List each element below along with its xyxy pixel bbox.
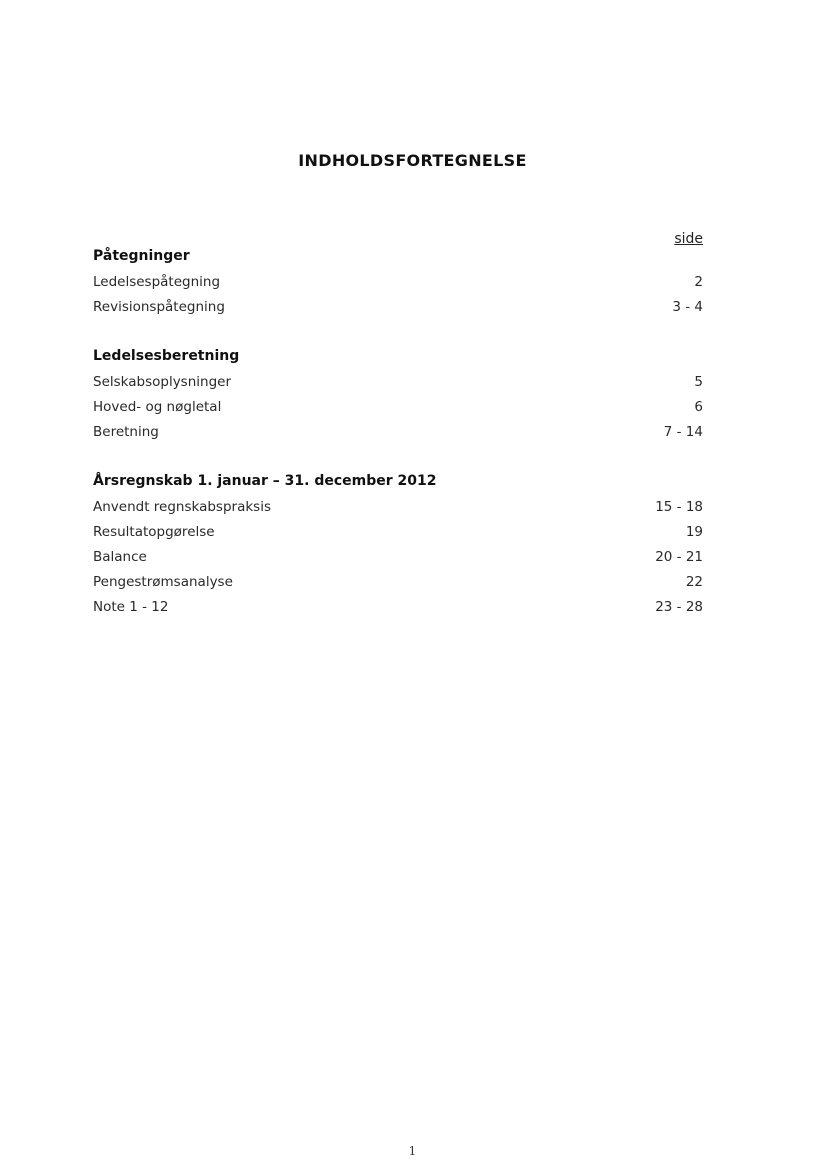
toc-entry-label: Note 1 - 12 [93,599,169,615]
toc-entry[interactable] [93,395,703,420]
section-heading: Ledelsesberetning [93,348,240,364]
toc-entry-label: Balance [93,549,147,565]
toc-entry[interactable] [93,545,703,570]
toc-entry-page: 7 - 14 [663,424,703,440]
toc-entry[interactable] [93,420,703,445]
toc-entry[interactable] [93,270,703,295]
toc-entry-label: Hoved- og nøgletal [93,399,222,415]
toc-entry-label: Beretning [93,424,159,440]
toc-entry-page: 5 [694,374,703,390]
section-heading: Påtegninger [93,248,190,264]
toc-entry[interactable] [93,370,703,395]
toc-entry-label: Resultatopgørelse [93,524,215,540]
toc-entry-label: Anvendt regnskabspraksis [93,499,271,515]
toc-entry[interactable] [93,295,703,320]
section-heading: Årsregnskab 1. januar – 31. december 2012 [93,473,437,489]
toc-entry-label: Revisionspåtegning [93,299,225,315]
toc-entry-page: 22 [685,574,703,590]
toc-entry-page: 19 [685,524,703,540]
toc-entry[interactable] [93,520,703,545]
table-of-contents [93,246,703,620]
toc-entry-page: 6 [694,399,703,415]
toc-entry-page: 2 [694,274,703,290]
toc-entry-page: 23 - 28 [655,599,703,615]
toc-entry-page: 15 - 18 [655,499,703,515]
toc-entry-label: Selskabsoplysninger [93,374,232,390]
toc-entry-label: Ledelsespåtegning [93,274,221,290]
toc-section-ledelsesberetning [93,346,703,445]
toc-section-aarsregnskab [93,471,703,620]
toc-entry-page: 3 - 4 [672,299,703,315]
toc-section-paategninger [93,246,703,320]
page-column-header: side [674,231,703,247]
toc-entry[interactable] [93,570,703,595]
toc-entry-page: 20 - 21 [655,549,703,565]
toc-entry[interactable] [93,495,703,520]
footer-page-number: 1 [408,1144,417,1158]
page-title: INDHOLDSFORTEGNELSE [298,151,527,170]
toc-entry[interactable] [93,595,703,620]
toc-entry-label: Pengestrømsanalyse [93,574,233,590]
